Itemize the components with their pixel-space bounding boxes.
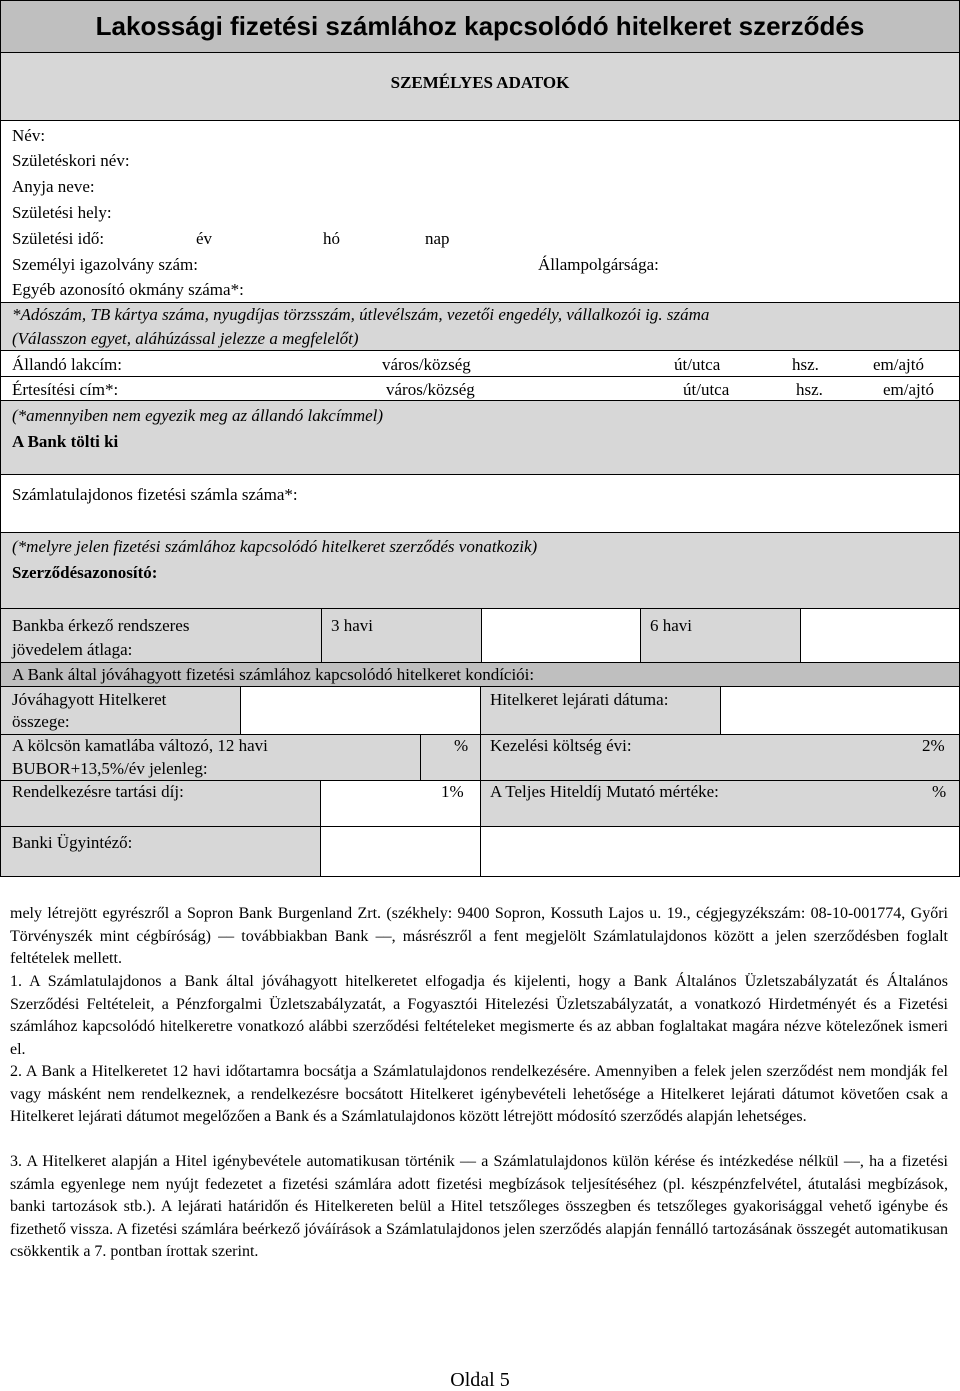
label-contract-id: Szerződésazonosító: <box>12 563 158 582</box>
label-commitment-fee: Rendelkezésre tartási díj: <box>12 782 184 801</box>
id-choose-note: (Válasszon egyet, aláhúzással jelezze a megfelelőt) <box>12 329 359 348</box>
contract-intro: mely létrejött egyrészről a Sopron Bank Burgenland Zrt. (székhely: 9400 Sopron, Kossuth Lajos u. 19., cégjegyzékszám: 08-10-001774, Győri Törvényszék mint cégbíróság) –– továbbiakban Bank ––, másrészről a fent megjelölt Számlatulajdonos között a jelen szerződésben foglalt feltételek mellett. <box>10 905 948 967</box>
label-citizenship: Állampolgársága: <box>538 255 659 274</box>
interest-rate-unit: % <box>454 736 469 755</box>
label-birth-place: Születési hely: <box>12 203 112 222</box>
label-income-6-months: 6 havi <box>650 616 693 635</box>
label-account-number: Számlatulajdonos fizetési számla száma*: <box>12 485 298 504</box>
contract-clause-2: 2. A Bank a Hitelkeretet 12 havi időtartamra bocsátja a Számlatulajdonos rendelkezésére. Amennyiben a felek jelen szerződést nem mondják fel vagy másként nem rendelkeznek, a rendelkezésre bocsátott Hitelkeret igénybevételi lehetősége a Hitelkeret lejárati dátumot követően csak a Hitelkeret lejárati dátumot megelőzően a Bank és a Számlatulajdonos között létrejött módosító szerződés alapján lehetséges. <box>10 1063 948 1125</box>
label-birth-date: Születési idő: <box>12 229 105 248</box>
label-name: Név: <box>12 126 46 145</box>
label-street: út/utca <box>674 355 721 374</box>
label-year: év <box>196 229 213 248</box>
label-interest-rate-2: BUBOR+13,5%/év jelenleg: <box>12 759 208 778</box>
label-id-card: Személyi igazolvány szám: <box>12 255 198 274</box>
label-income: Bankba érkező rendszeres <box>12 616 190 635</box>
label-month: hó <box>323 229 340 248</box>
contract-clause-3: 3. A Hitelkeret alapján a Hitel igénybevétele automatikusan történik –– a Számlatulajdonos külön kérése és intézkedése nélkül ––, ha a fizetési számla egyenlege nem nyújt fedezetet a fizetési számlára adott fizetési megbízások teljesítéséhez (pl. készpénzfelvétel, átutalási megbízások, banki tartozások stb.). A lejárati határidőn és Hitelkereten belül a Hitel tetszőleges összegben és tetszőleges gyakorisággal vehető igénybe és fizethető vissza. A fizetési számlára beérkező jóváírások a Számlatulajdonos jelen szerződés alapján fennálló tartozásának összegét automatikusan csökkentik a 7. pontban írottak szerint. <box>10 1153 948 1260</box>
label-income-2: jövedelem átlaga: <box>12 640 133 659</box>
label-other-id: Egyéb azonosító okmány száma*: <box>12 280 244 299</box>
thm-unit: % <box>932 782 947 801</box>
label-street: út/utca <box>683 380 730 399</box>
label-bank-officer: Banki Ügyintéző: <box>12 833 133 852</box>
section-heading: SZEMÉLYES ADATOK <box>390 73 570 92</box>
label-house-number: hsz. <box>792 355 819 374</box>
handling-fee-value: 2% <box>922 736 945 755</box>
bank-fills-heading: A Bank tölti ki <box>12 432 119 451</box>
label-interest-rate: A kölcsön kamatlába változó, 12 havi <box>12 736 268 755</box>
label-day: nap <box>425 229 450 248</box>
label-mailing-address: Értesítési cím*: <box>12 380 119 399</box>
label-permanent-address: Állandó lakcím: <box>12 355 123 374</box>
contract-clause-1: 1. A Számlatulajdonos a Bank által jóváhagyott hitelkeretet elfogadja és kijelenti, hogy a Bank Általános Üzletszabályzatát és Általános Szerződési Feltételeit, a Pénzforgalmi Üzletszabályzatát, a Fogyasztói Hitelezési Üzletszabályzatát, a vonatkozó Hirdetményét és a Fizetési számlához kapcsolódó hitelkeretre vonatkozó alábbi szerződési feltételeket megismerte és az abban foglaltakat magára nézve kötelezőnek ismeri el. <box>10 973 948 1058</box>
label-floor-door: em/ajtó <box>873 355 924 374</box>
label-thm: A Teljes Hiteldíj Mutató mértéke: <box>490 782 719 801</box>
label-mother-name: Anyja neve: <box>12 177 95 196</box>
label-credit-amount: Jóváhagyott Hitelkeret <box>12 690 167 709</box>
conditions-heading: A Bank által jóváhagyott fizetési számlához kapcsolódó hitelkeret kondíciói: <box>12 665 535 684</box>
label-income-3-months: 3 havi <box>331 616 374 635</box>
label-birth-name: Születéskori név: <box>12 151 130 170</box>
label-credit-amount-2: összege: <box>12 712 70 731</box>
account-note: (*melyre jelen fizetési számlához kapcsolódó hitelkeret szerződés vonatkozik) <box>12 537 538 556</box>
label-city: város/község <box>382 355 471 374</box>
label-floor-door: em/ajtó <box>883 380 934 399</box>
address-note: (*amennyiben nem egyezik meg az állandó lakcímmel) <box>12 406 384 425</box>
label-house-number: hsz. <box>796 380 823 399</box>
page-number: Oldal 5 <box>450 1369 510 1391</box>
label-expiry-date: Hitelkeret lejárati dátuma: <box>490 690 669 709</box>
label-city: város/község <box>386 380 475 399</box>
id-types-note: *Adószám, TB kártya száma, nyugdíjas törzsszám, útlevélszám, vezetői engedély, vállalkozói ig. száma <box>12 305 710 324</box>
page-title: Lakossági fizetési számlához kapcsolódó hitelkeret szerződés <box>95 11 865 41</box>
label-handling-fee: Kezelési költség évi: <box>490 736 632 755</box>
commitment-fee-value: 1% <box>441 782 464 801</box>
